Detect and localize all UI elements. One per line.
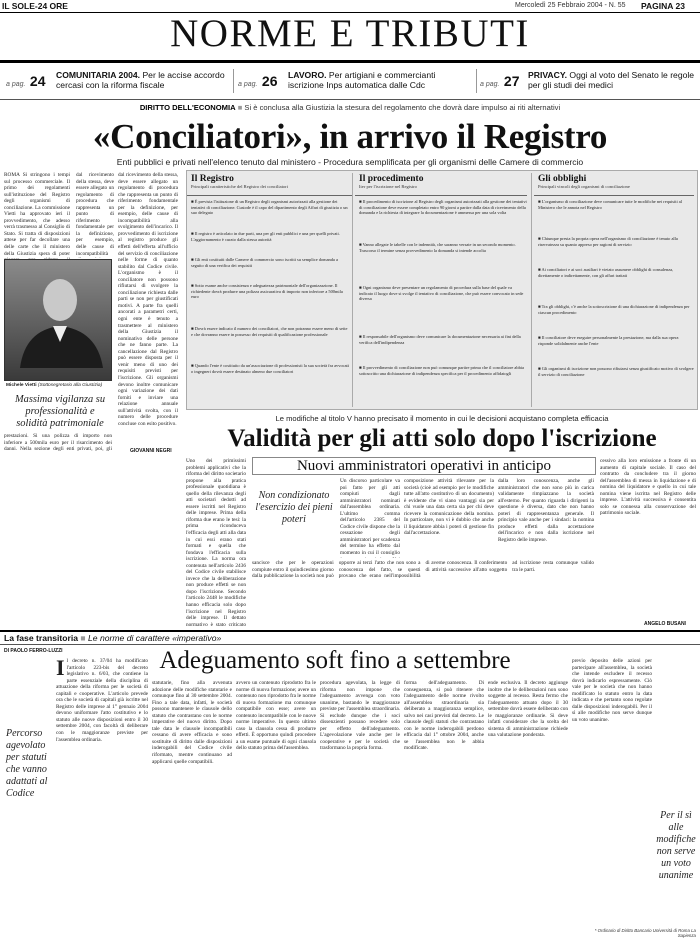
article-col-1c: dal ricevimento della stessa, deve essere allegato un regolamento di procedura che rappresenta un punto di riferimento fondamentale per la definizione, per esempio, delle cause di incompatibilità <box>76 172 114 257</box>
pullquote-poteri: Non condizionato l'esercizio dei pieni poteri <box>255 490 333 525</box>
list-item: ■ Quando l'ente è costituito da un'associazione di professionisti la sua società fra avvocati o ingegneri dovrà essere destinato almeno due conciliatori <box>191 363 349 374</box>
main-subhead: Enti pubblici e privati nell'elenco tenuto dal ministero - Procedura semplificata per gli organismi delle Camere di commercio <box>116 157 584 167</box>
teaser-strip <box>0 67 700 97</box>
secondary-col-0: Uno dei primissimi problemi applicativi che la riforma del diritto societario propone alla pratica professionale quotidiana è quello della rilevanza degli atti societari dedotti ad essere iscritti nel Registro delle imprese. Prima della riforma due erano le tesi: la prima riconduceva l'efficacia degli atti alla data in cui essi erano stati formati e quella che fondava l'efficacia sulla iscrizione. La norma ora contenuta nell'articolo 2436 del Codice civile stabilisce invece che la deliberazione non produce effetti se non dopo l'iscrizione. Secondo l'articolo 2448 le modifiche hanno efficacia solo dopo l'iscrizione nel Registro delle imprese. Il dettato normativo è stato criticato <box>186 458 246 628</box>
article-col-1b: prestazioni. Si una polizza di importo non inferiore a 500mila euro per il risarcimento dei danni. Nella sezione degli enti privati, poi, gli <box>4 433 112 453</box>
bottom-col-1: Il decreto n. 37/04 ha modificato l'articolo 223-bis del decreto legislativo n. 6/03, che contiene la parte essenziale della disciplina di attuazione della riforma per le società di capitali e cooperative. L'articolo prevede ora che le società di capitali già iscritte nel Registro delle imprese al 1° gennaio 2004 devono uniformare l'atto costitutivo e lo statuto alle nuove disposizioni entro il 30 settembre 2004, con facoltà di deliberare con le maggioranze previste per l'assemblea ordinaria. <box>56 658 148 743</box>
bullet-icon: ■ <box>538 199 542 204</box>
bullet-icon: ■ <box>359 285 363 290</box>
secondary-headline: Validità per gli atti solo dopo l'iscrizione <box>227 425 657 452</box>
box-registro: Il Registro Principali caratteristiche del Registro dei conciliatori <box>191 174 349 189</box>
byline-busani: ANGELO BUSANI <box>644 621 686 627</box>
bullet-icon: ■ <box>538 366 542 371</box>
teaser-lavoro[interactable]: LAVORO. Per artigiani e commercianti iscrizione Inps automatica dalle Cdc <box>288 70 436 90</box>
teaser-page-ref[interactable]: a pag. 27 <box>480 73 520 89</box>
bottom-col-4: procedura agevolata, la legge di riforma non impone che l'adeguamento avvenga con voto unanime, bastando le maggioranze previste per l'assemblea straordinaria. Si esclude dunque che i soci dissenzienti possano recedere solo per effetto dell'adeguamento. L'agevolazione vale anche per le cooperative e per le società che trasformano la propria forma. <box>320 680 400 752</box>
bullet-icon: ■ <box>359 242 363 247</box>
bottom-section-label: La fase transitoria ■ Le norme di carattere «imperativo» <box>4 633 222 643</box>
registro-list <box>191 199 349 407</box>
bottom-col-2: statutarie, fino alla avvenuta adozione delle modifiche statutarie e comunque fino al 30 settembre 2004. Fino a tale data, infatti, le società possono mantenere le clausole dello statuto che contrastano con le norme imperative del nuovo diritto. Dopo tale data le clausole incompatibili cessano di avere efficacia e sono sostituite di diritto dalle disposizioni inderogabili del Codice civile riformato, mentre continuano ad applicarsi quelle compatibili. <box>152 680 232 765</box>
list-item: ■ Il responsabile dell'organismo deve comunicare la documentazione necessaria ai fini della verifica dell'indipendenza <box>359 334 521 345</box>
list-item: ■ Chiunque presta la propria opera nell'organismo di conciliazione è tenuto alla riservatezza su quanto appreso per ragioni di servizio <box>538 236 678 247</box>
bullet-icon: ■ <box>191 231 195 236</box>
bullet-icon: ■ <box>538 335 542 340</box>
info-box <box>186 170 698 410</box>
list-item: ■ Ogni organismo deve presentare un regolamento di procedura sulla base del quale va indicato il luogo dove si svolge il tentativo di conciliazione, che può essere convocato in sede diversa <box>359 285 524 301</box>
list-item: ■ Sotto esame anche consistenza e adeguatezza patrimoniale dell'organizzazione. Il richiedente dovrà produrre una polizza assicurativa di importo non inferiore a 500mila euro <box>191 283 343 299</box>
list-item: ■ Il conciliatore deve eseguire personalmente la prestazione, ma dalla sua opera risponde solidalmente anche l'ente <box>538 335 679 346</box>
newspaper-name: IL SOLE-24 ORE <box>2 1 68 11</box>
bullet-icon: ■ <box>191 326 195 331</box>
author-footnote: * Ordinario di Diritto Bancario Università di Roma La Sapienza <box>594 928 696 938</box>
bullet-icon: ■ <box>191 283 195 288</box>
inner-headline: Nuovi amministratori operativi in anticipo <box>252 457 596 475</box>
secondary-col-d: cessivo alla loro emissione a fronte di un aumento di capitale sociale. Il caso del contratto da concludere tra il giorno dell'assemblea di messa in liquidazione e di nomina del liquidatore e quello in cui tale nomina viene iscritta nel Registro delle imprese. L'attività successiva è consentita solo se connessa alla conservazione del patrimonio sociale. <box>600 458 696 517</box>
article-col-1: ROMA Si stringono i tempi sul processo commerciale. Il primo dei regolamenti sull'istituzione del Registro degli organismi di conciliazione. La commissione Vietti ha approvato ieri il provvedimento, che adesso verrà trasmesso al Consiglio di Stato. Si tratta di disposizioni attese per far decollare una delle carte che il ministero della Giustizia spera di poter <box>4 172 70 257</box>
list-item: ■ Gli organismi di iscrizione non possono rifiutarsi senza giustificato motivo di svolgere il servizio di conciliazione <box>538 366 694 377</box>
kicker: DIRITTO DELL'ECONOMIA ■ Si è conclusa alla Giustizia la stesura del regolamento che dovrà dare impulso ai riti alternativi <box>139 103 561 112</box>
secondary-col-c: dalla loro conoscenza, anche gli amministratori che non sono più in carica validamente rimpiazzano la società all'esterno. Per quanto riguarda i dirigenti la questione è diversa, dato che non hanno poteri di rappresentanza generale. Il principio vale anche per i sindaci: la nomina produce effetti dalla accettazione dell'incarico e non dalla iscrizione nel Registro delle imprese. <box>498 478 594 543</box>
teaser-comunitaria[interactable]: COMUNITARIA 2004. Per le accise accordo cercasi con la riforma fiscale <box>56 70 225 90</box>
pullquote-voto: Per il sì alle modifiche non serve un voto unanime <box>656 810 696 881</box>
teaser-privacy[interactable]: PRIVACY. Oggi al voto del Senato le regole per gli studi dei medici <box>528 70 695 90</box>
list-item: ■ Gli enti costituiti dalle Camere di commercio sono iscritti su semplice domanda a seguito di una verifica dei requisiti <box>191 257 338 268</box>
obblighi-list <box>538 199 694 407</box>
procedimento-list <box>359 199 527 407</box>
bullet-icon: ■ <box>538 236 542 241</box>
bullet-icon: ■ <box>191 199 195 204</box>
list-item: ■ Tra gli obblighi, c'è anche la sottoscrizione di una dichiarazione di indipendenza per ciascun procedimento <box>538 304 690 315</box>
list-item: ■ Il provvedimento di conciliazione non può comunque partire prima che il conciliatore abbia sottoscritto una dichiarazione di indipendenza specifica per il procedimento affidatogli <box>359 365 524 376</box>
list-item: ■ Vanno allegate le tabelle con le indennità, che saranno versate in un secondo momento. Trascorso il termine senza provvedimento la domanda si intende accolta <box>359 242 516 253</box>
portrait-photo <box>4 259 112 381</box>
bottom-col-3: avvero un contenuto riprodotto fra le norme di nuova formazione; avere un contenuto non riprodotto fra le norme di nuova formazione ma comunque compatibile con esse; avere un contenuto incompatibile con le nuove norme imperative. In questo ultimo caso la clausola cessa di produrre effetti. È opportuno quindi procedere a un esame puntuale di ogni clausola dello statuto prima dell'assemblea. <box>236 680 316 752</box>
pullquote-percorso: Percorso agevolato per statuti che vanno adattati al Codice <box>6 728 48 799</box>
bottom-col-5: forma dell'adeguamento. Di conseguenza, si può ritenere che l'adeguamento delle norme rivolto all'assemblea straordinaria sia deliberato a maggioranza semplice, salvo nei casi previsti dal decreto. Le clausole degli statuti che contrastano con le norme inderogabili perdono efficacia dal 1° ottobre 2004, anche se l'assemblea non le abbia modificate. <box>404 680 484 752</box>
bottom-col-6: ende esclusiva. Il decreto aggiunge inoltre che le deliberazioni non sono soggette al recesso. Resta fermo che l'adeguamento attuato dopo il 30 settembre dovrà essere deliberato con le maggioranze ordinarie. Si deve infatti considerare che la scelta del sistema di amministrazione richiede una valutazione ponderata. <box>488 680 568 739</box>
bullet-icon: ■ <box>538 267 542 272</box>
box-obblighi: Gli obblighi Principali vincoli degli organismi di conciliazione <box>538 174 694 189</box>
article-col-2: dal ricevimento della stessa, deve essere allegato un regolamento di procedura che rappresenta un punto di riferimento fondamentale per la definizione, per esempio, delle cause di incompatibilità alla svolgimento dell'incarico. Il provvedimento di iscrizione al registro produce gli effetti dell'efferta all'ufficio del servizio di conciliazione nelle forme di quanto stabilito dal Codice civile. L'organismo è il conciliatore non possono rifiutarsi di svolgere la conciliazione richiesta dalle parti se non per giustificati motivi. A parte fra quelli ancorati a parametri certi, ogni ente è tenuto a trasmettere al ministero della Giustizia il nominativo delle persone che ne fanno parte. La cancellazione dal Registro può essere disposta per il venir meno di uno dei requisiti previsti per l'iscrizione. Gli organismi devono inoltre comunicare ogni variazione dei dati forniti e inviare una relazione annuale sull'attività svolta, con il numero delle procedure concluse con esito positivo. <box>118 172 178 427</box>
pullquote-vigilanza: Massima vigilanza su professionalità e solidità patrimoniale <box>14 394 106 429</box>
secondary-kicker: Le modifiche al titolo V hanno precisato il momento in cui le decisioni acquistano completa efficacia <box>275 414 609 423</box>
page-number: PAGINA 23 <box>641 1 685 11</box>
bullet-icon: ■ <box>191 257 195 262</box>
bottom-col-7: previo deposito delle azioni per partecipare all'assemblea, la società che intende escludere il recesso dovrà indicarlo espressamente. Ciò vale per le società che non hanno modificato lo statuto entro la data indicata e che pertanto sono regolate dalle disposizioni inderogabili. Per il sì alle modifiche non serve dunque un voto unanime. <box>572 658 652 723</box>
list-item: ■ Ai conciliatori e ai soci ausiliari è vietato assumere obblighi di consulenza, direttamente o indirettamente, con gli affari trattati <box>538 267 674 278</box>
byline-negri: GIOVANNI NEGRI <box>130 448 172 454</box>
section-rule <box>0 60 700 63</box>
byline-ferro-luzzi: DI PAOLO FERRO-LUZZI <box>4 648 63 654</box>
dateline: Mercoledì 25 Febbraio 2004 - N. 55 <box>515 2 626 9</box>
list-item: ■ Il registro è articolato in due parti, una per gli enti pubblici e una per quelli privati. L'aggiornamento è curato dalla stessa autorità <box>191 231 340 242</box>
teaser-page-ref[interactable]: a pag. 24 <box>6 73 46 89</box>
bottom-headline: Adeguamento soft fino a settembre <box>159 647 511 674</box>
secondary-col-b: composizione attività rilevante per la società (cioè ad esempio per le modifiche tutte all'atto costitutivo di un documento) è evidente che vi siano vantaggi sia per chi vuole una data certa sia per chi deve ricevere la comunicazione della nomina. In particolare, non vi è dubbio che anche il liquidatore abbia i poteri di gestione fin dall'accettazione. <box>404 478 494 537</box>
box-procedimento: Il procedimento Iter per l'iscrizione nel Registro <box>359 174 529 189</box>
secondary-col-long: sancisce che per le operazioni compiute entro il quindicesimo giorno dalla pubblicazione la società non può opporre ai terzi l'atto che non sono a conoscenza del fatto, se questi provano che erano nell'impossibilità di averne conoscenza. Il conferimento di attività successive all'atto soggetto ad iscrizione resta comunque valido tra le parti. <box>252 560 594 580</box>
teaser-page-ref[interactable]: a pag. 26 <box>238 73 278 89</box>
bullet-icon: ■ <box>359 334 363 339</box>
drop-cap: I <box>56 658 65 680</box>
bullet-icon: ■ <box>359 199 363 204</box>
list-item: ■ L'organismo di conciliazione deve comunicare tutte le modifiche nei requisiti al Ministero che le annota nel Registro <box>538 199 682 210</box>
section-title: NORME E TRIBUTI <box>170 12 530 55</box>
bullet-icon: ■ <box>538 304 542 309</box>
bullet-icon: ■ <box>359 365 363 370</box>
list-item: ■ Dovrà essere indicato il numero dei conciliatori, che non potranno essere meno di sette e che dovranno essere in possesso dei requisiti di qualificazione professionale <box>191 326 348 337</box>
photo-caption: Michele Vietti (Sottosegretario alla Giustizia) <box>6 383 103 388</box>
secondary-col-a: Un discorso particolare va poi fatto per gli atti compiuti dagli amministratori nominati dall'assemblea ordinaria. L'ultimo comma dell'articolo 2385 del Codice civile dispone che la cessazione degli amministratori per scadenza del termine ha effetto dal momento in cui il consiglio <box>340 478 400 557</box>
list-item: ■ Il procedimento di iscrizione al Registro degli organismi autorizzati alla gestione dei tentativi di conciliazione deve essere completato entro 90 giorni a partire dalla data di ricevimento della domanda e la richiesta di integrare la documentazione è ammessa per una sola volta <box>359 199 527 215</box>
list-item: ■ È prevista l'istituzione di un Registro degli organismi autorizzati alla gestione dei tentativi di conciliazione. Custode è il capo del dipartimento degli Affari di giustizia o un suo delegato <box>191 199 348 215</box>
bullet-icon: ■ <box>191 363 195 368</box>
main-headline: «Conciliatori», in arrivo il Registro <box>92 117 608 156</box>
